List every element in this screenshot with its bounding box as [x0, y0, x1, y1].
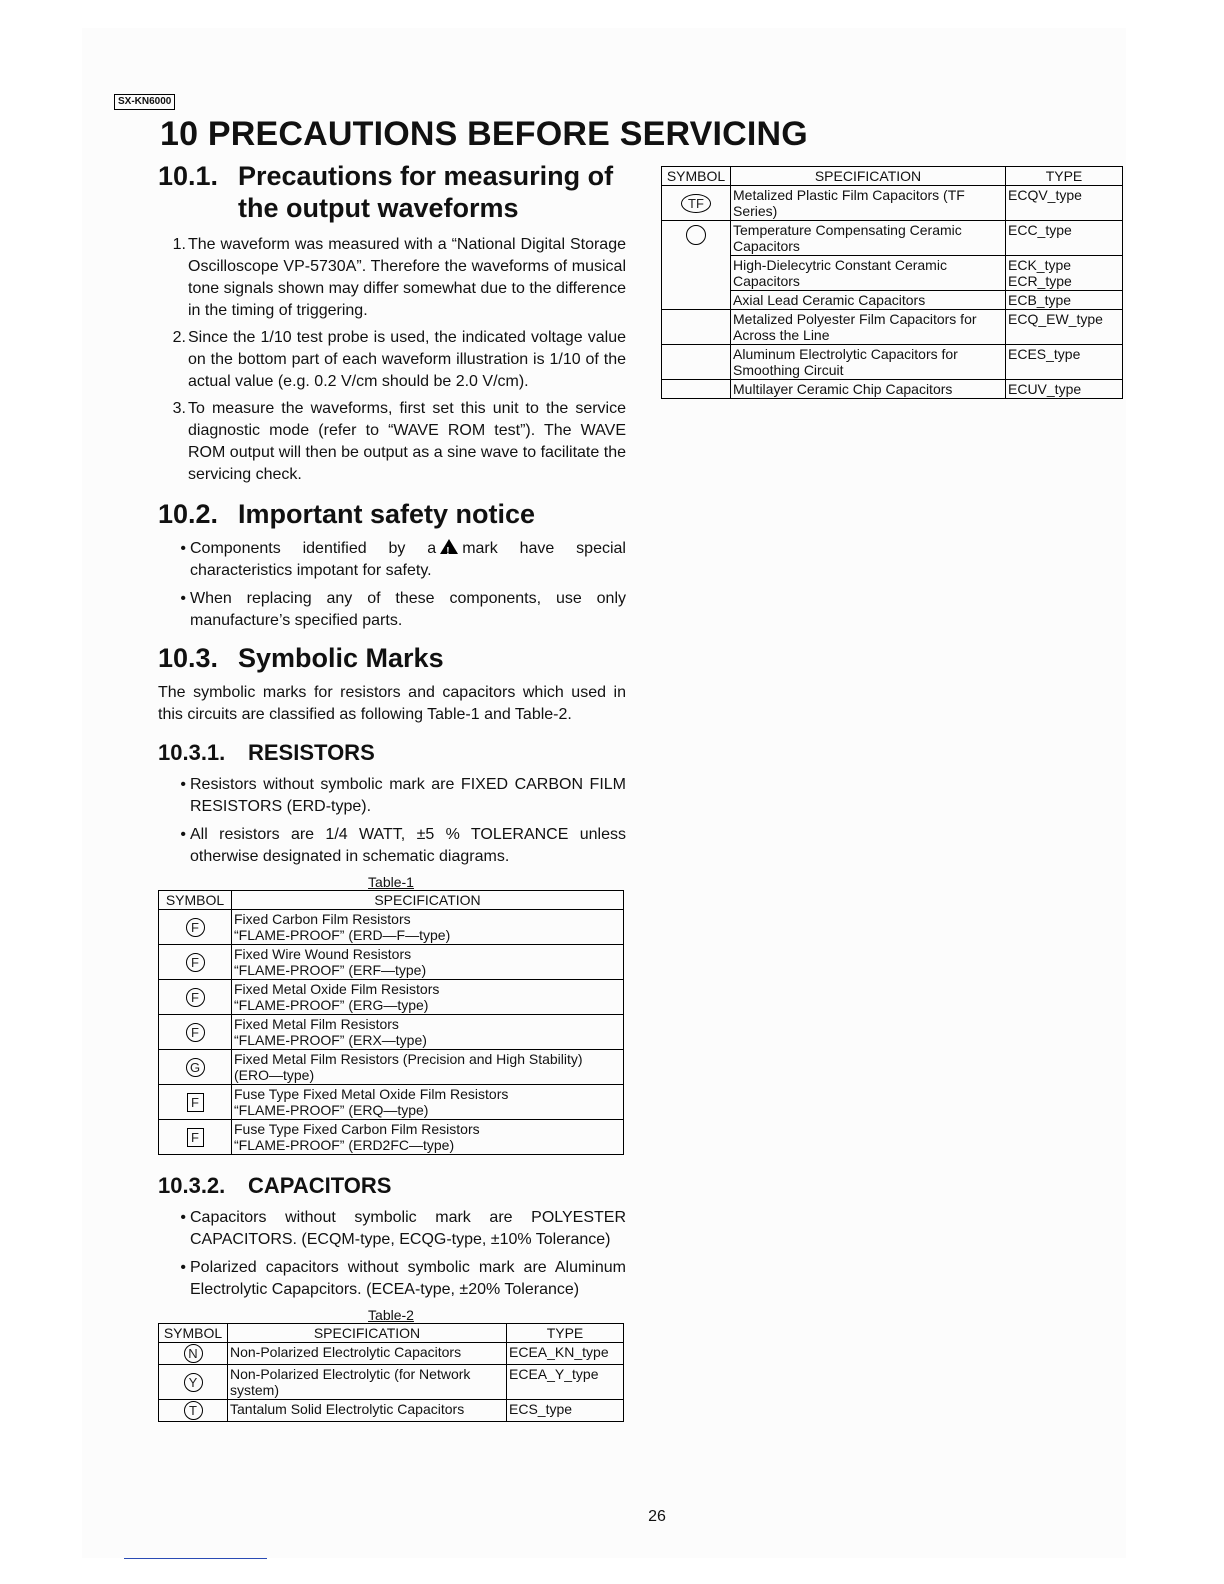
list-item [158, 398, 626, 486]
table-row [662, 345, 1123, 380]
symbol-cell [159, 1365, 228, 1400]
spec-cell [232, 945, 624, 980]
symbol-cell [662, 186, 731, 221]
section-number: 10.3.2. [158, 1173, 226, 1198]
section-title: CAPACITORS [248, 1173, 392, 1198]
type-line: ECUV_type [1008, 381, 1082, 397]
spec-line: (ERO—type) [234, 1067, 315, 1083]
section-10-3-heading [158, 642, 626, 674]
flame-proof-symbol-icon: F [186, 1023, 205, 1042]
flame-proof-symbol-icon: F [186, 953, 205, 972]
table-row [159, 1015, 624, 1050]
spec-cell [731, 256, 1006, 291]
list-item [158, 588, 626, 632]
spec-line: “FLAME-PROOF” (ERD2FC—type) [234, 1137, 455, 1153]
column-header: SPECIFICATION [731, 167, 1006, 186]
column-header: TYPE [1006, 167, 1123, 186]
table-row [159, 1085, 624, 1120]
page-number: 26 [648, 1508, 666, 1525]
symbol-cell [159, 1015, 232, 1050]
spec-line: Smoothing Circuit [733, 362, 844, 378]
spec-line: Fixed Metal Film Resistors [234, 1016, 399, 1032]
type-line: ECR_type [1008, 273, 1072, 289]
spec-cell [731, 380, 1006, 399]
column-header: TYPE [507, 1324, 624, 1343]
symbol-cell [159, 945, 232, 980]
table-row [159, 1120, 624, 1155]
bullet: • [180, 826, 186, 843]
type-cell [1006, 310, 1123, 345]
spec-cell [731, 291, 1006, 310]
section-10-2-heading [158, 498, 626, 530]
page-title: 10 PRECAUTIONS BEFORE SERVICING [160, 115, 808, 153]
symbol-cell [159, 1120, 232, 1155]
section-title: Symbolic Marks [238, 643, 444, 673]
item-text: When replacing any of these components, use only manufacture’s specified parts. [190, 590, 626, 629]
spec-line: “FLAME-PROOF” (ERQ—type) [234, 1102, 429, 1118]
spec-cell [731, 345, 1006, 380]
tantalum-symbol-icon: T [184, 1401, 203, 1420]
table-header-row [159, 1324, 624, 1343]
column-header: SYMBOL [159, 891, 232, 910]
spec-cell [228, 1343, 507, 1365]
spec-line: “FLAME-PROOF” (ERD—F—type) [234, 927, 451, 943]
section-title-line1: Precautions for measuring of [238, 161, 614, 191]
section-10-3-1-heading [158, 740, 626, 766]
table-1-caption: Table-1 [368, 874, 414, 890]
section-title: RESISTORS [248, 740, 375, 765]
safety-notice-list [158, 538, 626, 632]
network-symbol-icon: Y [184, 1373, 203, 1392]
item-number: 3. [172, 400, 186, 417]
high-stability-symbol-icon: G [186, 1058, 205, 1077]
spec-line: system) [230, 1382, 279, 1398]
type-line: ECB_type [1008, 292, 1072, 308]
section-title [238, 160, 613, 224]
spec-cell [228, 1400, 507, 1422]
item-text-part: mark have special characteristics impotant for safety. [190, 540, 626, 579]
list-item [158, 234, 626, 322]
item-text: To measure the waveforms, first set this unit to the service diagnostic mode (refer to “WAVE ROM test”). The WAVE ROM output will then be output as a sine wave to facilitate the servicing check. [188, 400, 626, 483]
footer-rule [124, 1558, 267, 1559]
spec-cell [731, 186, 1006, 221]
list-item [158, 1207, 626, 1251]
type-cell: ECEA_KN_type [507, 1343, 624, 1365]
table-row [662, 256, 1123, 291]
bullet: • [180, 776, 186, 793]
table-row [662, 310, 1123, 345]
table-header-row [662, 167, 1123, 186]
item-text [190, 538, 626, 582]
symbol-cell [662, 380, 731, 399]
spec-line: Metalized Plastic Film Capacitors (TF [733, 187, 965, 203]
spec-line: “FLAME-PROOF” (ERG—type) [234, 997, 429, 1013]
type-line: ECQV_type [1008, 187, 1082, 203]
capacitor-types-table [661, 166, 1123, 399]
symbol-cell [159, 1050, 232, 1085]
tf-series-symbol-icon: TF [681, 194, 711, 213]
spec-line: Non-Polarized Electrolytic (for Network [230, 1366, 471, 1382]
spec-cell [228, 1365, 507, 1400]
spec-line: Fixed Carbon Film Resistors [234, 911, 411, 927]
column-header: SYMBOL [159, 1324, 228, 1343]
spec-cell [731, 310, 1006, 345]
table-row [662, 380, 1123, 399]
list-item [158, 824, 626, 868]
type-cell: ECEA_Y_type [507, 1365, 624, 1400]
section-10-3-2-heading [158, 1173, 626, 1199]
spec-line: Axial Lead Ceramic Capacitors [733, 292, 926, 308]
item-number: 2. [172, 329, 186, 346]
type-line: ECK_type [1008, 257, 1072, 273]
spec-cell [232, 1050, 624, 1085]
spec-line: Capacitors [733, 238, 800, 254]
section-title: Important safety notice [238, 499, 536, 529]
ceramic-symbol-icon [686, 225, 706, 245]
list-item [158, 1257, 626, 1301]
list-item [158, 538, 626, 582]
fuse-symbol-icon: F [187, 1093, 204, 1112]
flame-proof-symbol-icon: F [186, 988, 205, 1007]
symbol-cell [159, 910, 232, 945]
spec-cell [232, 1085, 624, 1120]
type-cell: ECS_type [507, 1400, 624, 1422]
spec-line: Across the Line [733, 327, 830, 343]
type-cell [1006, 256, 1123, 291]
spec-cell [232, 1015, 624, 1050]
table-row [159, 1343, 624, 1365]
bullet: • [180, 540, 186, 557]
list-item [158, 774, 626, 818]
waveform-notes-list [158, 234, 626, 486]
spec-line: Metalized Polyester Film Capacitors for [733, 311, 977, 327]
table-row [159, 980, 624, 1015]
item-text: Polarized capacitors without symbolic mark are Aluminum Electrolytic Capapcitors. (ECEA-type, ±20% Tolerance) [190, 1259, 626, 1298]
item-text: Resistors without symbolic mark are FIXED CARBON FILM RESISTORS (ERD-type). [190, 776, 626, 815]
resistor-notes-list [158, 774, 626, 868]
symbol-cell [662, 221, 731, 310]
capacitor-notes-list [158, 1207, 626, 1301]
spec-line: Fuse Type Fixed Metal Oxide Film Resistors [234, 1086, 509, 1102]
symbol-cell [662, 345, 731, 380]
table-row [662, 291, 1123, 310]
section-number: 10.1. [158, 161, 219, 191]
spec-cell [731, 221, 1006, 256]
type-cell [1006, 345, 1123, 380]
table-header-row [159, 891, 624, 910]
type-line: ECC_type [1008, 222, 1072, 238]
spec-line: “FLAME-PROOF” (ERX—type) [234, 1032, 427, 1048]
item-text-part: Components identified by a [190, 540, 437, 557]
symbol-cell [159, 1085, 232, 1120]
item-text: All resistors are 1/4 WATT, ±5 % TOLERANCE unless otherwise designated in schematic diagrams. [190, 826, 626, 865]
spec-line: High-Dielecytric Constant Ceramic [733, 257, 947, 273]
model-tag: SX-KN6000 [114, 94, 175, 110]
section-number: 10.2. [158, 499, 219, 529]
flame-proof-symbol-icon: F [186, 918, 205, 937]
spec-line: Fuse Type Fixed Carbon Film Resistors [234, 1121, 480, 1137]
spec-line: “FLAME-PROOF” (ERF—type) [234, 962, 427, 978]
non-polarized-symbol-icon: N [184, 1344, 203, 1363]
table-2-caption: Table-2 [368, 1307, 414, 1323]
symbol-cell [159, 1400, 228, 1422]
table-2-capacitors [158, 1323, 624, 1422]
table-row [159, 1365, 624, 1400]
spec-cell [232, 910, 624, 945]
type-cell [1006, 291, 1123, 310]
left-column [158, 160, 626, 1422]
item-text: Capacitors without symbolic mark are POLYESTER CAPACITORS. (ECQM-type, ECQG-type, ±10% Tolerance) [190, 1209, 626, 1248]
column-header: SPECIFICATION [228, 1324, 507, 1343]
bullet: • [180, 1209, 186, 1226]
spec-line: Temperature Compensating Ceramic [733, 222, 962, 238]
spec-line: Aluminum Electrolytic Capacitors for [733, 346, 958, 362]
symbol-cell [159, 980, 232, 1015]
section-number: 10.3.1. [158, 740, 226, 765]
table-row [159, 910, 624, 945]
fuse-symbol-icon: F [187, 1128, 204, 1147]
table-row [159, 1050, 624, 1085]
bullet: • [180, 590, 186, 607]
spec-line: Non-Polarized Electrolytic Capacitors [230, 1344, 462, 1360]
table-row [159, 1400, 624, 1422]
spec-line: Fixed Metal Oxide Film Resistors [234, 981, 440, 997]
column-header: SYMBOL [662, 167, 731, 186]
item-text: The waveform was measured with a “National Digital Storage Oscilloscope VP-5730A”. Therefore the waveforms of musical tone signals shown may differ somewhat due to the difference in the timing of triggering. [188, 236, 626, 319]
type-cell [1006, 221, 1123, 256]
spec-line: Series) [733, 203, 778, 219]
symbolic-marks-paragraph: The symbolic marks for resistors and capacitors which used in this circuits are classified as following Table-1 and Table-2. [158, 684, 626, 723]
table-1-resistors [158, 890, 624, 1155]
type-cell [1006, 186, 1123, 221]
table-row [662, 221, 1123, 256]
symbol-cell [662, 310, 731, 345]
section-number: 10.3. [158, 643, 219, 673]
symbol-cell [159, 1343, 228, 1365]
spec-line: Fixed Metal Film Resistors (Precision and High Stability) [234, 1051, 583, 1067]
list-item [158, 327, 626, 393]
item-number: 1. [172, 236, 186, 253]
column-header: SPECIFICATION [232, 891, 624, 910]
spec-line: Tantalum Solid Electrolytic Capacitors [230, 1401, 465, 1417]
spec-cell [232, 980, 624, 1015]
spec-line: Fixed Wire Wound Resistors [234, 946, 412, 962]
section-10-1-heading [158, 160, 626, 224]
section-title-line2: the output waveforms [238, 193, 519, 223]
table-row [662, 186, 1123, 221]
table-row [159, 945, 624, 980]
item-text: Since the 1/10 test probe is used, the indicated voltage value on the bottom part of each waveform illustration is 1/10 of the actual value (e.g. 0.2 V/cm should be 2.0 V/cm). [188, 329, 626, 390]
spec-line: Capacitors [733, 273, 800, 289]
spec-line: Multilayer Ceramic Chip Capacitors [733, 381, 953, 397]
type-line: ECQ_EW_type [1008, 311, 1103, 327]
type-line: ECES_type [1008, 346, 1081, 362]
spec-cell [232, 1120, 624, 1155]
warning-triangle-icon [440, 539, 458, 554]
bullet: • [180, 1259, 186, 1276]
type-cell [1006, 380, 1123, 399]
